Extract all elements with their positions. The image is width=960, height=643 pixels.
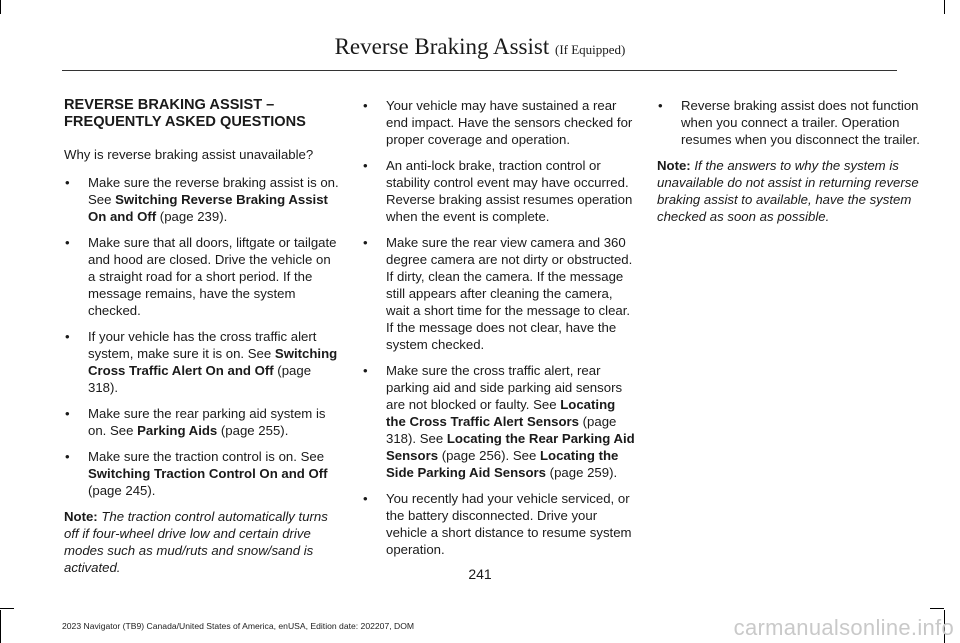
bullet-icon: •: [363, 235, 368, 250]
page-header: [0, 34, 960, 60]
note-text: The traction control automatically turns off if four-wheel drive low and certain drive modes such as mud/ruts and snow/sand is activated.: [64, 509, 328, 575]
header-subtitle: (If Equipped): [555, 42, 626, 57]
list-item: • Make sure the cross traffic alert, rear parking aid and side parking aid sensors are not blocked or faulty. See Locating the Cross Traffic Alert Sensors (page 318). See Locating the Rear Parking Aid Sensors (page 256). See Locating the Side Parking Aid Sensors (page 259).: [363, 363, 635, 480]
cross-reference-link[interactable]: Parking Aids: [137, 423, 218, 438]
cross-reference-link[interactable]: Locating the Rear Parking Aid Sensors: [386, 431, 635, 463]
bullet-icon: •: [363, 363, 368, 378]
header-rule: [62, 70, 897, 71]
note-label: Note:: [64, 509, 98, 524]
bullet-list: [362, 97, 637, 558]
bullet-icon: •: [65, 235, 70, 250]
crop-mark: [0, 608, 14, 609]
bullet-list: [64, 174, 339, 499]
watermark: carmanualsonline.info: [733, 615, 954, 640]
list-item: • An anti-lock brake, traction control or stability control event may have occurred. Reverse braking assist resumes operation when the event is complete.: [363, 158, 633, 224]
list-item: • Make sure the rear view camera and 360 degree camera are not dirty or obstructed. If dirty, clean the camera. If the message still appears after cleaning the camera, wait a short time for the message to clear. If the message does not clear, have the system checked.: [363, 235, 633, 352]
crop-mark: [0, 0, 1, 14]
note-label: Note:: [657, 158, 691, 173]
list-item: • Reverse braking assist does not function when you connect a trailer. Operation resumes when you disconnect the trailer.: [658, 98, 920, 147]
page-number: 241: [468, 566, 492, 582]
crop-mark: [930, 608, 944, 609]
crop-mark: [944, 0, 945, 14]
list-item: • Make sure the traction control is on. See Switching Traction Control On and Off (page 245).: [65, 449, 328, 498]
bullet-icon: •: [65, 175, 70, 190]
list-item: • Your vehicle may have sustained a rear end impact. Have the sensors checked for proper coverage and operation.: [363, 98, 633, 147]
crop-mark: [0, 610, 1, 643]
cross-reference-link[interactable]: Switching Reverse Braking Assist On and Off: [88, 192, 328, 224]
section-heading: [64, 97, 339, 131]
bullet-icon: •: [658, 98, 663, 113]
bullet-icon: •: [363, 98, 368, 113]
question-text: Why is reverse braking assist unavailable?: [64, 147, 314, 162]
bullet-icon: •: [65, 329, 70, 344]
list-item: • If your vehicle has the cross traffic alert system, make sure it is on. See Switching Cross Traffic Alert On and Off (page 318).: [65, 329, 338, 395]
column-3: [657, 97, 932, 236]
cross-reference-link[interactable]: Locating the Cross Traffic Alert Sensors: [386, 397, 616, 429]
note: [657, 157, 932, 225]
bullet-icon: •: [363, 491, 368, 506]
heading-line-1: REVERSE BRAKING ASSIST –: [64, 97, 275, 113]
bullet-icon: •: [65, 406, 70, 421]
list-item: • You recently had your vehicle serviced, or the battery disconnected. Drive your vehicle a short distance to resume system operation.: [363, 491, 632, 557]
column-2: [362, 97, 637, 567]
cross-reference-link[interactable]: Switching Traction Control On and Off: [88, 466, 328, 481]
header-title: Reverse Braking Assist: [334, 34, 550, 59]
heading-line-2: FREQUENTLY ASKED QUESTIONS: [64, 114, 306, 130]
note-text: If the answers to why the system is unavailable do not assist in returning reverse braking assist to available, have the system checked as soon as possible.: [657, 158, 919, 224]
bullet-icon: •: [363, 158, 368, 173]
cross-reference-link[interactable]: Locating the Side Parking Aid Sensors: [386, 448, 619, 480]
list-item: • Make sure the reverse braking assist is on. See Switching Reverse Braking Assist On and Off (page 239).: [65, 175, 339, 224]
list-item: • Make sure that all doors, liftgate or tailgate and hood are closed. Drive the vehicle on a straight road for a short period. If the message remains, have the system checked.: [65, 235, 337, 318]
column-1: [64, 97, 339, 587]
footer-edition: 2023 Navigator (TB9) Canada/United States of America, enUSA, Edition date: 202207, DOM: [62, 621, 415, 631]
cross-reference-link[interactable]: Switching Cross Traffic Alert On and Off: [88, 346, 338, 378]
bullet-list: [657, 97, 932, 148]
list-item: • Make sure the rear parking aid system is on. See Parking Aids (page 255).: [65, 406, 326, 438]
bullet-icon: •: [65, 449, 70, 464]
